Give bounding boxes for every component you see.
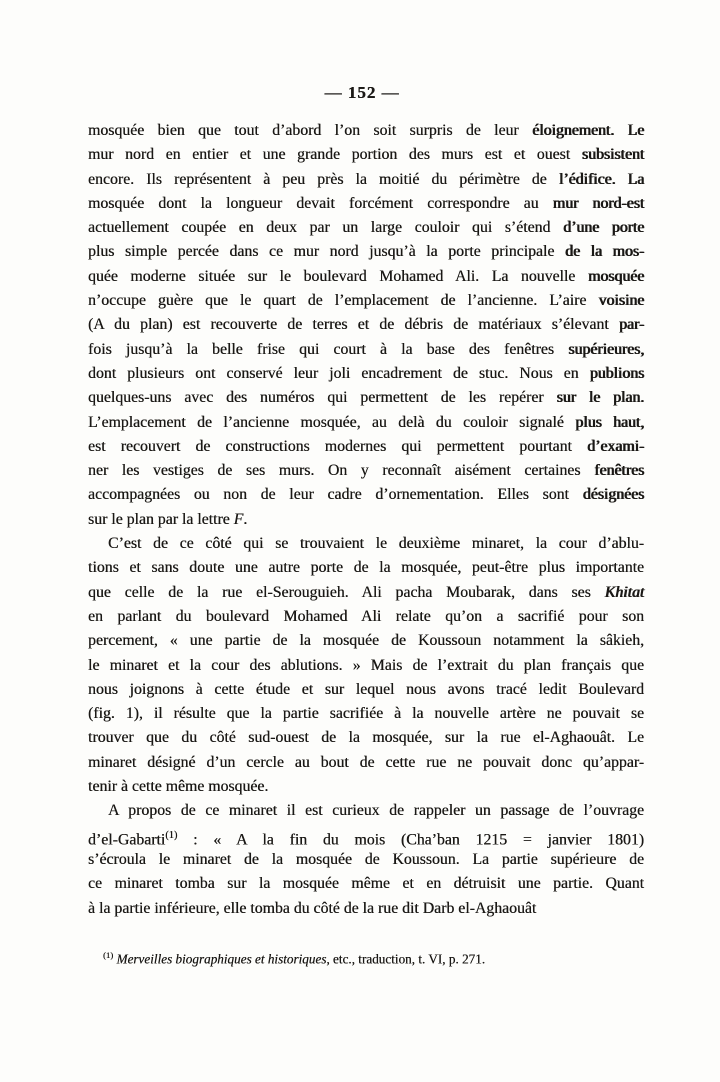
text-segment: que celle de la rue el-Serouguieh. Ali pacha Moubarak, dans ses: [88, 583, 605, 601]
text-line: [88, 824, 644, 848]
text-segment: d’el-Gabarti: [88, 830, 166, 848]
text-segment: fois jusqu’à la belle frise qui court à la base des fenêtres: [88, 340, 569, 358]
text-segment: plus simple percée dans ce mur nord jusqu’à la porte principale: [88, 243, 565, 261]
text-line: [88, 313, 644, 337]
text-segment: supérieures,: [568, 340, 644, 358]
text-line: [88, 532, 644, 556]
text-segment: en parlant du boulevard Mohamed Ali relate qu’on a sacrifié pour son: [88, 607, 644, 625]
text-segment: L’emplacement de l’ancienne mosquée, au delà du couloir signalé: [88, 413, 576, 431]
text-line: [88, 119, 644, 143]
text-segment: mur nord-est: [552, 194, 644, 212]
text-line: [88, 483, 644, 507]
text-segment: (A du plan) est recouverte de terres et de débris de matériaux s’élevant: [88, 316, 619, 334]
text-line: [88, 751, 644, 775]
text-line: [88, 678, 644, 702]
text-segment: tenir à cette même mosquée.: [88, 778, 269, 796]
text-block: [88, 119, 644, 921]
text-segment: subsistent: [581, 146, 644, 164]
text-segment: nous joignons à cette étude et sur lequel nous avons tracé ledit Boulevard: [88, 680, 644, 698]
text-line: [88, 459, 644, 483]
text-segment: n’occupe guère que le quart de l’emplacement de l’ancienne. L’aire: [88, 292, 599, 310]
footnote-reference: (1): [103, 950, 114, 960]
text-line: [88, 435, 644, 459]
text-segment: voisine: [598, 292, 644, 310]
text-segment: désignées: [582, 486, 644, 504]
text-segment: percement, « une partie de la mosquée de Koussoun notamment la sâkieh,: [88, 632, 644, 650]
text-segment: : « A la fin du mois (Cha’ban 1215 = janvier 1801): [177, 830, 644, 848]
footnote-reference: (1): [165, 829, 178, 841]
text-segment: F: [233, 510, 244, 528]
text-line: [88, 654, 644, 678]
text-segment: fenêtres: [594, 462, 644, 480]
text-segment: de la mos-: [564, 243, 644, 261]
text-line: [88, 702, 644, 726]
text-line: [88, 386, 644, 410]
text-segment: accompagnées ou non de leur cadre d’ornementation. Elles sont: [88, 486, 583, 504]
footnote-line: [88, 946, 644, 968]
text-line: [88, 411, 644, 435]
text-segment: d’une porte: [562, 219, 645, 237]
text-segment: C’est de ce côté qui se trouvaient le deuxième minaret, la cour d’ablu-: [108, 535, 644, 553]
text-line: [88, 897, 644, 921]
text-segment: .: [243, 510, 248, 528]
text-line: [88, 605, 644, 629]
text-line: [88, 143, 644, 167]
text-segment: d’exami-: [586, 437, 644, 455]
text-segment: mosquée: [587, 267, 644, 285]
text-segment: quelques-uns avec des numéros qui permettent de les repérer: [88, 389, 557, 407]
text-line: [88, 799, 644, 823]
text-segment: le minaret et la cour des ablutions. » Mais de l’extrait du plan français que: [88, 656, 644, 674]
page-number: — 152 —: [324, 83, 400, 102]
text-line: [88, 726, 644, 750]
text-segment: par-: [618, 316, 644, 334]
text-line: [88, 362, 644, 386]
text-segment: Merveilles biographiques et historiques: [116, 951, 327, 967]
text-segment: , etc., traduction, t. VI, p. 271.: [326, 951, 486, 967]
text-segment: mur nord en entier et une grande portion des murs est et ouest: [88, 146, 582, 164]
footnote: [88, 946, 644, 968]
text-segment: actuellement coupée en deux par un large couloir qui s’étend: [88, 219, 563, 237]
text-segment: sur le plan.: [556, 389, 644, 407]
text-segment: encore. Ils représentent à peu près la moitié du périmètre de: [88, 170, 559, 188]
text-segment: dont plusieurs ont conservé leur joli encadrement de stuc. Nous en: [88, 364, 590, 382]
text-segment: ner les vestiges de ses murs. On y reconnaît aisément certaines: [88, 462, 594, 480]
text-line: [88, 556, 644, 580]
text-segment: trouver que du côté sud-ouest de la mosquée, sur la rue el-Aghaouât. Le: [88, 729, 644, 747]
text-line: [88, 192, 644, 216]
text-line: [88, 581, 644, 605]
text-segment: mosquée dont la longueur devait forcément correspondre au: [88, 194, 553, 212]
paragraph: [88, 799, 644, 920]
text-segment: sur le plan par la lettre: [88, 510, 234, 528]
text-line: [88, 508, 644, 532]
text-segment: (fig. 1), il résulte que la partie sacrifiée à la nouvelle artère ne pouvait se: [88, 705, 644, 723]
text-segment: éloignement. Le: [531, 122, 644, 139]
text-segment: plus haut,: [575, 413, 644, 431]
text-line: [88, 168, 644, 192]
paragraph: [88, 532, 644, 799]
text-line: [88, 629, 644, 653]
text-segment: tions et sans doute une autre porte de la mosquée, peut-être plus importante: [88, 559, 644, 577]
text-segment: l’édifice. La: [558, 170, 644, 188]
text-segment: est recouvert de constructions modernes qui permettent pourtant: [88, 437, 587, 455]
text-segment: publions: [589, 364, 644, 382]
text-segment: A propos de ce minaret il est curieux de rappeler un passage de l’ouvrage: [108, 802, 644, 820]
text-segment: quée moderne située sur le boulevard Mohamed Ali. La nouvelle: [88, 267, 588, 285]
text-segment: s’écroula le minaret de la mosquée de Koussoun. La partie supérieure de: [88, 850, 644, 868]
text-line: [88, 872, 644, 896]
text-line: [88, 338, 644, 362]
text-line: [88, 240, 644, 264]
text-line: [88, 289, 644, 313]
text-line: [88, 265, 644, 289]
text-line: [88, 216, 644, 240]
paragraph: [88, 119, 644, 532]
text-line: [88, 848, 644, 872]
text-segment: mosquée bien que tout d’abord l’on soit surpris de leur: [88, 122, 532, 139]
text-line: [88, 775, 644, 799]
text-segment: Khitat: [604, 583, 644, 601]
text-segment: à la partie inférieure, elle tomba du côté de la rue dit Darb el-Aghaouât: [88, 899, 537, 917]
text-segment: minaret désigné d’un cercle au bout de cette rue ne pouvait donc qu’appar-: [88, 753, 644, 771]
text-segment: ce minaret tomba sur la mosquée même et en détruisit une partie. Quant: [88, 875, 644, 893]
